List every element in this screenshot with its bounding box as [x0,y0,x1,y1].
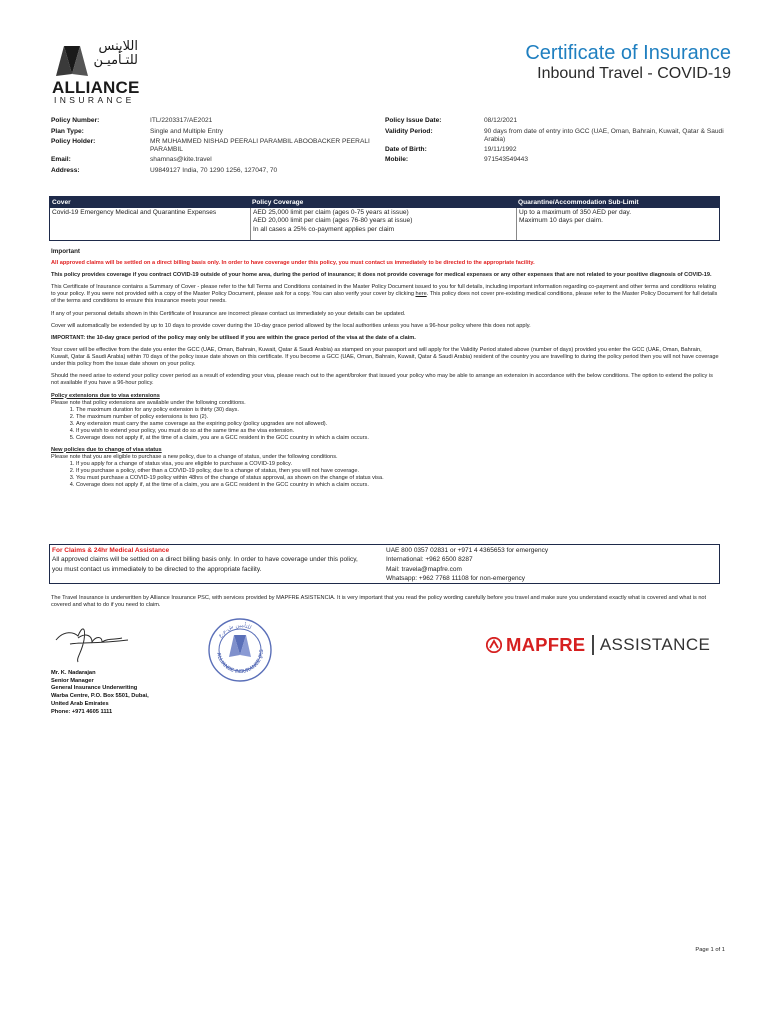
policy-details [51,117,724,177]
uae-phone: UAE 800 0357 02831 or +971 4 4365653 for emergency [386,547,549,554]
list-item: 1. The maximum duration for any policy extension is thirty (30) days. [76,407,721,414]
claims-contacts [386,546,716,583]
extensions-intro: Please note that policy extensions are available under the following conditions. [51,399,246,406]
list-item: 4. Coverage does not apply if, at the time of a claim, you are a GCC resident in the GCC country in which a claim occurs. [76,482,721,489]
logo-wordmark: ALLIANCE [52,78,140,97]
whatsapp-number: Whatsapp: +962 7768 11108 for non-emergency [386,574,526,582]
new-policies-heading: New policies due to change of visa status [51,446,162,453]
signer-block [51,670,149,716]
list-item: 2. The maximum number of policy extensions is two (2). [76,414,721,421]
summary-paragraph [51,284,721,305]
auto-extension-note: Cover will automatically be extended by up to 10 days to provide cover during the 10-day grace period allowed by the local authorities unless you have a 96-hour policy where this does not apply. [51,322,531,329]
mapfre-divider [592,635,594,655]
mobile-label: Mobile: [385,156,409,163]
coverage-line: AED 20,000 limit per claim (ages 76-80 years at issue) [253,217,413,225]
incorrect-details-note: If any of your personal details shown in this Certificate of Insurance are incorrect please contact us immediately so your details can be updated. [51,310,406,317]
signer-phone: Phone: +971 4605 1111 [51,708,113,715]
signer-address-line: United Arab Emirates [51,700,109,707]
dob-label: Date of Birth: [385,145,427,153]
cover-table-header [50,197,719,208]
address-label: Address: [51,166,80,174]
list-item: 1. If you apply for a change of status visa, you are eligible to purchase a COVID-19 policy. [76,461,721,468]
sublimit-cell [516,208,719,240]
policy-number-label: Policy Number: [51,117,100,124]
list-item: 3. You must purchase a COVID-19 policy within 48hrs of the change of status approval, as shown on the change of status visa. [76,475,721,482]
assistance-wordmark: ASSISTANCE [599,635,711,654]
seal-arabic-text: للتأمين ش.م.ع [217,622,253,639]
extensions-heading: Policy extensions due to visa extensions [51,392,160,399]
effective-date-note: Your cover will be effective from the date you enter the GCC (UAE, Oman, Bahrain, Kuwait, Qatar & Saudi Arabia) as stamped on your passport and will apply for the Validity Period stated above (number of days) provided you enter the GCC (UAE, Oman, Bahrain, Kuwait, Qatar & Saudi Arabia) within 70 days of the policy issue date shown on this certificate. If you become a GCC (UAE, Oman, Bahrain, Kuwait, Qatar & Saudi Arabia) resident of the country you are travelling to during the policy period then you will not have coverage under this policy from the issue date shown on your policy. [51,347,719,368]
claims-text-line: you must contact us immediately to be directed to the appropriate facility. [52,565,262,573]
cover-table-row [50,208,719,240]
grace-period-note: IMPORTANT: the 10-day grace period of the policy may only be utilised if you are within the grace period of the visa at the date of a claim. [51,334,416,341]
claims-title: For Claims & 24hr Medical Assistance [52,547,170,554]
summary-text-a: This Certificate of Insurance contains a Summary of Cover - please refer to the full Terms and Conditions contained in the Master Policy Document issued to you for full details, including important information regarding co-payment and other terms and conditions relating to your policy. If you were not provided with a copy of the Master Policy Document, please ask for a copy. You can also verify your cover by clicking [51,284,716,298]
signer-department: General Insurance Underwriting [51,685,138,692]
signature-icon [52,622,132,664]
underwriting-note: The Travel Insurance is underwritten by Alliance Insurance PSC, with services provided by MAPFRE ASISTENCIA. It is very important that you read the policy wording carefully before you travel and make sure you understand exactly what is covered and what is not covered and what to do if you need to claim. [51,595,707,609]
mapfre-symbol-icon [486,637,502,653]
logo-subtext: INSURANCE [54,95,135,105]
policy-number-value: ITL/2203317/AE2021 [150,117,213,124]
list-item: 3. Any extension must carry the same coverage as the expiring policy (policy upgrades are not allowed). [76,421,721,428]
signer-name: Mr. K. Nadarajan [51,670,96,676]
new-policies-intro: Please note that you are eligible to purchase a new policy, due to a change of status, under the following conditions. [51,453,338,460]
dob-value: 19/11/1992 [484,145,517,153]
cover-table [49,196,720,241]
claims-email: Mail: travela@mapfre.com [386,565,462,573]
logo-arabic-line1: اللاينس [98,39,138,54]
coverage-line: In all cases a 25% co-payment applies per claim [253,225,395,233]
important-heading: Important [51,248,81,255]
list-item: 4. If you wish to extend your policy, you must do so at the same time as the visa extension. [76,428,721,435]
logo-arabic-text [78,40,138,68]
holder-label: Policy Holder: [51,138,96,145]
extensions-list [76,407,721,442]
seal-text: ALLIANCE INSURANCE (P.S [215,649,266,676]
logo-arabic-line2: للتـأميـن [93,53,138,68]
issue-date-label: Policy Issue Date: [385,117,442,124]
claims-text-line: All approved claims will be settled on a direct billing basis only. In order to have coverage under this policy, [52,556,358,564]
email-value: shamnas@kite.travel [150,156,212,163]
document-title: Certificate of Insurance [525,42,731,64]
new-policies-list [76,461,721,489]
terms-content [51,248,721,494]
billing-notice: All approved claims will be settled on a direct billing basis only. In order to have coverage under this policy, you must contact us immediately to be directed to the appropriate facility. [51,260,535,266]
mapfre-assistance-logo [486,634,710,656]
mapfre-wordmark: MAPFRE [506,634,586,655]
list-item: 2. If you purchase a policy, other than a COVID-19 policy, due to a change of status, then you will not have coverage. [76,468,721,475]
signer-title: Senior Manager [51,677,94,684]
cover-header-sublimit: Quarantine/Accommodation Sub-Limit [518,199,639,206]
coverage-scope: This policy provides coverage if you contract COVID-19 outside of your home area, during the period of insurance; it does not provide coverage for medical expenses or any other expenses that are not related to your positive diagnosis of COVID-19. [51,272,712,279]
mobile-value: 971543549443 [484,156,529,163]
cover-cell: Covid-19 Emergency Medical and Quarantine Expenses [52,209,217,216]
document-subtitle: Inbound Travel - COVID-19 [537,65,731,82]
coverage-line: AED 25,000 limit per claim (ages 0-75 years at issue) [253,209,409,216]
cover-header-cover: Cover [52,199,71,206]
claims-info [52,546,387,574]
issue-date-value: 08/12/2021 [484,117,518,124]
signer-address-line: Warba Centre, P.O. Box 5501, Dubai, [51,693,149,700]
extension-need-note: Should the need arise to extend your policy cover period as a result of extending your visa, please reach out to the agent/broker that issued your policy who may be able to arrange an extension in accordance with the below conditions. The option to extend the policy is not available if you have a 96-hour policy. [51,373,713,387]
holder-value: MR MUHAMMED NISHAD PEERALI PARAMBIL ABOOBACKER PEERALI PARAMBIL [150,138,370,154]
verify-cover-link[interactable]: here [415,291,427,298]
page-number: Page 1 of 1 [695,947,725,953]
company-seal-icon [207,617,273,683]
address-value: U9849127 India, 70 1290 1256, 127047, 70 [150,166,278,174]
sublimit-line: Up to a maximum of 350 AED per day. [519,209,632,216]
cover-header-coverage: Policy Coverage [252,199,304,206]
validity-value: 90 days from date of entry into GCC (UAE, Oman, Bahrain, Kuwait, Qatar & Saudi Arabia) [484,127,724,143]
sublimit-line: Maximum 10 days per claim. [519,217,603,225]
coverage-cell [250,208,516,240]
plan-type-value: Single and Multiple Entry [150,127,223,135]
list-item: 5. Coverage does not apply if, at the time of a claim, you are a GCC resident in the GCC country in which a claim occurs. [76,435,721,442]
validity-label: Validity Period: [385,127,433,135]
email-label: Email: [51,156,71,163]
international-phone: International: +962 6500 8287 [386,556,473,564]
claims-box [49,544,720,584]
plan-type-label: Plan Type: [51,127,84,135]
summary-text-b: . This policy does not cover pre-existing medical conditions, please refer to the Master Policy Document for full details of the terms and conditions to ensure this insurance meets your needs. [51,291,718,305]
